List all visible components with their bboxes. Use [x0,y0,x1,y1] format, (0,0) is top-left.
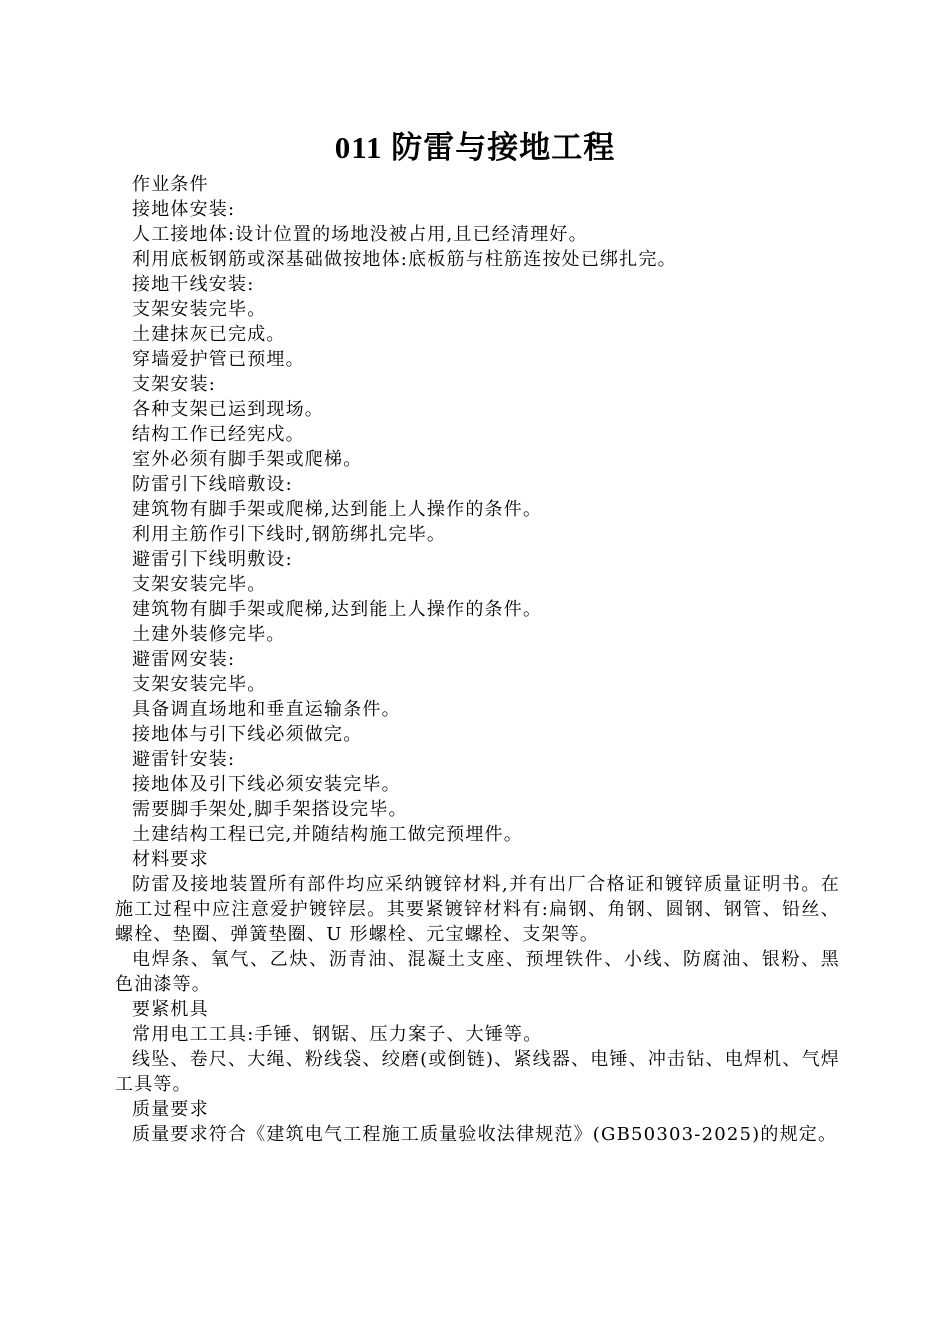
text-line: 土建抹灰已完成。 [132,324,286,345]
text-line: 土建外装修完毕。 [132,624,286,645]
text-line: 支架安装完毕。 [132,299,267,320]
section-heading-quality: 质量要求 [132,1099,209,1120]
text-line: 避雷针安装: [132,749,236,770]
section-heading-conditions: 作业条件 [132,174,209,195]
text-line: 结构工作已经宪戍。 [132,424,305,445]
paragraph-quality: 质量要求符合《建筑电气工程施工质量验收法律规范》(GB50303-2025)的规定。 [132,1124,838,1145]
text-line: 避雷引下线明敷设: [132,549,293,570]
text-line: 接地体及引下线必须安装完毕。 [132,774,401,795]
text-line: 土建结构工程已完,并随结构施工做完预埋件。 [132,824,523,845]
text-line-tools-1: 常用电工工具:手锤、钢锯、压力案子、大锤等。 [132,1024,543,1045]
text-line: 需要脚手架处,脚手架搭设完毕。 [132,799,408,820]
text-line: 支架安装完毕。 [132,674,267,695]
text-line: 支架安装完毕。 [132,574,267,595]
paragraph-materials-2: 电焊条、氧气、乙炔、沥青油、混凝土支座、预埋铁件、小线、防腐油、银粉、黑色油漆等。 [115,949,840,995]
text-line: 各种支架已运到现场。 [132,399,324,420]
document-title: 011 防雷与接地工程 [334,130,616,165]
text-line: 建筑物有脚手架或爬梯,达到能上人操作的条件。 [132,499,543,520]
text-line: 防雷引下线暗敷设: [132,474,293,495]
text-line: 利用底板钢筋或深基础做按地体:底板筋与柱筋连按处已绑扎完。 [132,249,677,270]
paragraph-tools-2: 线坠、卷尺、大绳、粉线袋、绞磨(或倒链)、紧线器、电锤、冲击钻、电焊机、气焊工具等。 [115,1049,840,1095]
text-line: 人工接地体:设计位置的场地没被占用,且已经清理好。 [132,224,588,245]
text-line: 接地体与引下线必须做完。 [132,724,363,745]
text-line: 接地干线安装: [132,274,255,295]
text-line: 利用主筋作引下线时,钢筋绑扎完毕。 [132,524,447,545]
text-line: 支架安装: [132,374,217,395]
document-body [115,172,840,1147]
text-line: 建筑物有脚手架或爬梯,达到能上人操作的条件。 [132,599,543,620]
text-line: 避雷网安装: [132,649,236,670]
text-line: 接地体安装: [132,199,236,220]
paragraph-materials-1: 防雷及接地装置所有部件均应采纳镀锌材料,并有出厂合格证和镀锌质量证明书。在施工过程中应注意爱护镀锌层。其要紧镀锌材料有:扁钢、角钢、圆钢、钢管、铅丝、螺栓、垫圈、弹簧垫圈、U 形螺栓、元宝螺栓、支架等。 [115,874,840,945]
section-heading-materials: 材料要求 [132,849,209,870]
text-line: 具备调直场地和垂直运输条件。 [132,699,401,720]
text-line: 室外必须有脚手架或爬梯。 [132,449,363,470]
text-line: 穿墙爱护管已预埋。 [132,349,305,370]
section-heading-tools: 要紧机具 [132,999,209,1020]
